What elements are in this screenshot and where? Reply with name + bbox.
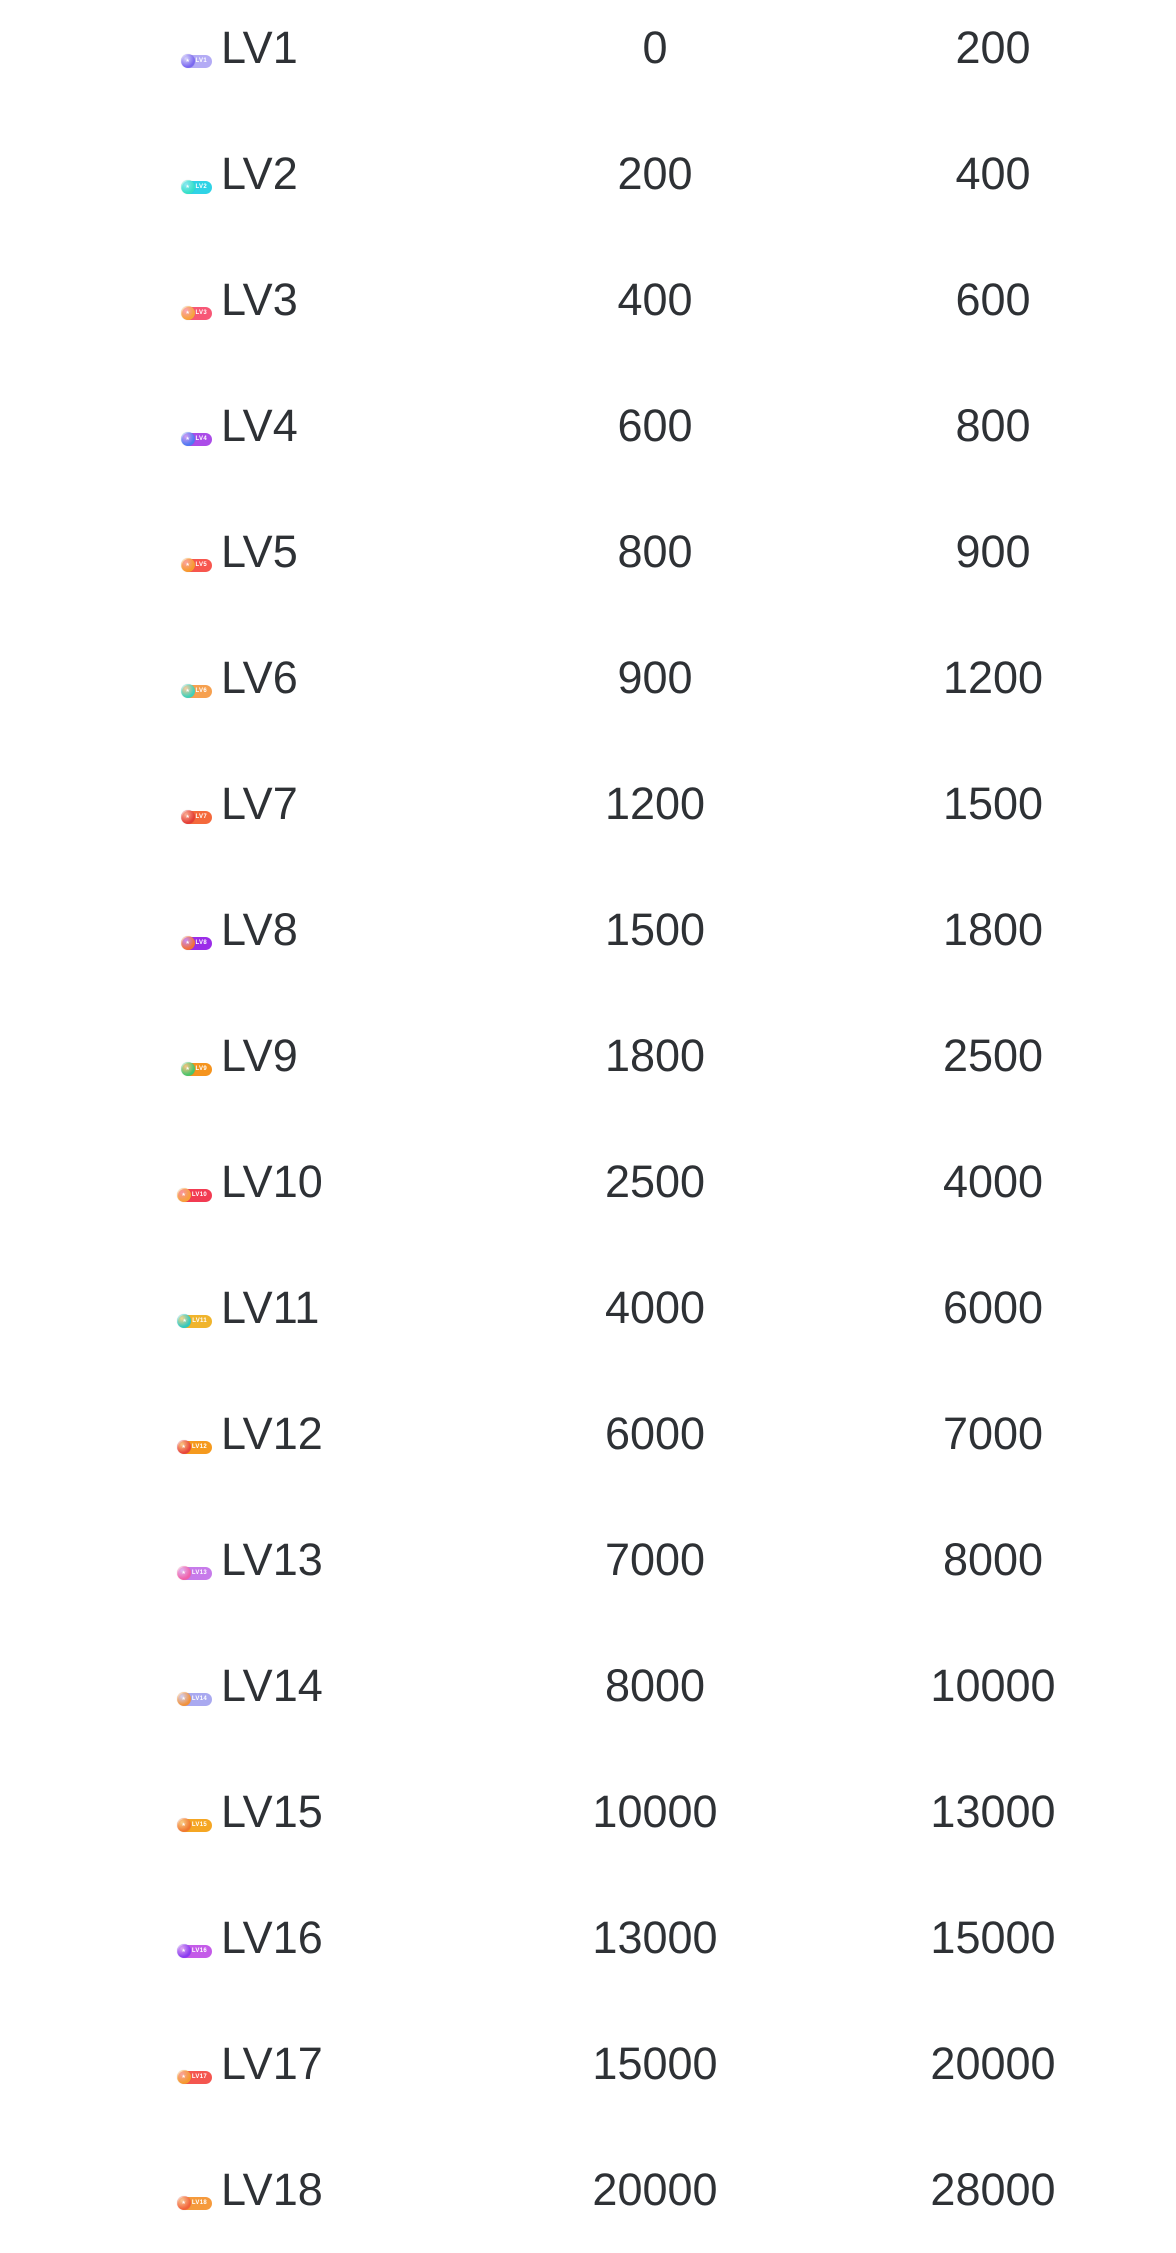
- level-label: LV16: [221, 1912, 323, 1964]
- min-value: 1200: [604, 778, 706, 829]
- table-row: [0, 111, 1176, 237]
- badge-slot: [148, 1945, 212, 1958]
- max-value: 1500: [942, 778, 1044, 829]
- level-cell: [0, 23, 470, 73]
- max-value: 28000: [930, 2164, 1056, 2215]
- badge-slot: [148, 559, 212, 572]
- max-value: 900: [955, 526, 1031, 577]
- level-label: LV2: [221, 148, 298, 200]
- level-cell: [0, 1535, 470, 1585]
- badge-star-icon: ★: [181, 1444, 187, 1450]
- badge-star-icon: ★: [185, 436, 190, 442]
- min-value: 0: [642, 22, 668, 73]
- badge-level-text: LV15: [191, 1822, 207, 1828]
- level-label: LV10: [221, 1156, 323, 1208]
- badge-star-icon: ★: [181, 2074, 187, 2080]
- max-value: 10000: [930, 1660, 1056, 1711]
- max-value: 200: [955, 22, 1031, 73]
- level-label: LV6: [221, 652, 298, 704]
- badge-level-text: LV3: [195, 310, 207, 316]
- level-cell: [0, 779, 470, 829]
- badge-level-text: LV11: [192, 1318, 207, 1324]
- badge-medal-icon: [181, 558, 195, 572]
- level-cell: [0, 653, 470, 703]
- badge-slot: [148, 2197, 212, 2210]
- level-cell: [0, 1913, 470, 1963]
- table-row: [0, 615, 1176, 741]
- max-value: 20000: [930, 2038, 1056, 2089]
- level-badge-icon: [178, 1567, 212, 1580]
- level-cell: [0, 527, 470, 577]
- badge-medal-icon: [181, 684, 195, 698]
- level-badge-icon: [182, 307, 212, 320]
- level-cell: [0, 905, 470, 955]
- min-value: 600: [617, 400, 693, 451]
- level-label: LV9: [221, 1030, 298, 1082]
- badge-star-icon: ★: [185, 1066, 190, 1072]
- level-badge-icon: [182, 685, 212, 698]
- badge-medal-icon: [177, 1188, 191, 1202]
- badge-slot: [148, 937, 212, 950]
- badge-slot: [148, 181, 212, 194]
- max-value: 400: [955, 148, 1031, 199]
- level-label: LV17: [221, 2038, 323, 2090]
- level-label: LV1: [221, 22, 298, 74]
- badge-medal-icon: [181, 810, 195, 824]
- table-row: [0, 1623, 1176, 1749]
- badge-slot: [148, 1315, 212, 1328]
- badge-medal-icon: [177, 1692, 191, 1706]
- badge-star-icon: ★: [185, 562, 190, 568]
- badge-star-icon: ★: [185, 58, 190, 64]
- badge-star-icon: ★: [181, 1696, 187, 1702]
- badge-medal-icon: [181, 54, 195, 68]
- min-value: 20000: [592, 2164, 718, 2215]
- table-row: [0, 1749, 1176, 1875]
- level-badge-icon: [178, 1441, 212, 1454]
- min-value: 200: [617, 148, 693, 199]
- badge-level-text: LV13: [191, 1570, 207, 1576]
- level-badge-icon: [178, 1315, 212, 1328]
- badge-level-text: LV8: [195, 940, 207, 946]
- min-value: 4000: [604, 1282, 706, 1333]
- badge-medal-icon: [177, 1818, 191, 1832]
- table-row: [0, 1371, 1176, 1497]
- max-value: 800: [955, 400, 1031, 451]
- level-label: LV4: [221, 400, 298, 452]
- level-badge-icon: [178, 2071, 212, 2084]
- badge-slot: [148, 2071, 212, 2084]
- table-row: [0, 2001, 1176, 2127]
- level-badge-icon: [182, 433, 212, 446]
- level-cell: [0, 275, 470, 325]
- badge-slot: [148, 1693, 212, 1706]
- table-row: [0, 1119, 1176, 1245]
- min-value: 6000: [604, 1408, 706, 1459]
- level-badge-icon: [182, 55, 212, 68]
- badge-level-text: LV16: [191, 1948, 207, 1954]
- max-value: 1200: [942, 652, 1044, 703]
- level-label: LV8: [221, 904, 298, 956]
- badge-slot: [148, 811, 212, 824]
- min-value: 8000: [604, 1660, 706, 1711]
- table-row: [0, 993, 1176, 1119]
- min-value: 7000: [604, 1534, 706, 1585]
- badge-medal-icon: [181, 1062, 195, 1076]
- max-value: 1800: [942, 904, 1044, 955]
- level-cell: [0, 2039, 470, 2089]
- table-row: [0, 741, 1176, 867]
- min-value: 2500: [604, 1156, 706, 1207]
- badge-medal-icon: [177, 2070, 191, 2084]
- min-value: 15000: [592, 2038, 718, 2089]
- min-value: 800: [617, 526, 693, 577]
- level-label: LV3: [221, 274, 298, 326]
- level-badge-icon: [182, 1063, 212, 1076]
- level-cell: [0, 1157, 470, 1207]
- badge-medal-icon: [181, 936, 195, 950]
- level-badge-icon: [178, 1945, 212, 1958]
- table-row: [0, 1245, 1176, 1371]
- min-value: 900: [617, 652, 693, 703]
- badge-level-text: LV17: [191, 2074, 207, 2080]
- badge-slot: [148, 433, 212, 446]
- max-value: 7000: [942, 1408, 1044, 1459]
- badge-medal-icon: [177, 1944, 191, 1958]
- level-badge-icon: [178, 1693, 212, 1706]
- level-label: LV5: [221, 526, 298, 578]
- max-value: 13000: [930, 1786, 1056, 1837]
- level-label: LV15: [221, 1786, 323, 1838]
- level-cell: [0, 149, 470, 199]
- badge-level-text: LV1: [195, 58, 207, 64]
- level-label: LV7: [221, 778, 298, 830]
- badge-slot: [148, 307, 212, 320]
- min-value: 13000: [592, 1912, 718, 1963]
- level-cell: [0, 2165, 470, 2215]
- max-value: 8000: [942, 1534, 1044, 1585]
- table-row: [0, 1497, 1176, 1623]
- max-value: 2500: [942, 1030, 1044, 1081]
- badge-slot: [148, 1441, 212, 1454]
- badge-slot: [148, 55, 212, 68]
- badge-medal-icon: [177, 1314, 191, 1328]
- level-label: LV13: [221, 1534, 323, 1586]
- level-label: LV11: [221, 1282, 320, 1334]
- badge-level-text: LV6: [195, 688, 207, 694]
- badge-star-icon: ★: [185, 310, 190, 316]
- badge-medal-icon: [177, 2196, 191, 2210]
- min-value: 400: [617, 274, 693, 325]
- level-badge-icon: [182, 811, 212, 824]
- badge-medal-icon: [177, 1440, 191, 1454]
- badge-level-text: LV18: [191, 2200, 207, 2206]
- badge-level-text: LV12: [191, 1444, 207, 1450]
- min-value: 1500: [604, 904, 706, 955]
- table-row: [0, 867, 1176, 993]
- badge-star-icon: ★: [185, 940, 190, 946]
- level-label: LV14: [221, 1660, 323, 1712]
- badge-slot: [148, 685, 212, 698]
- min-value: 10000: [592, 1786, 718, 1837]
- badge-level-text: LV2: [195, 184, 207, 190]
- badge-star-icon: ★: [181, 1822, 187, 1828]
- badge-medal-icon: [181, 432, 195, 446]
- max-value: 6000: [942, 1282, 1044, 1333]
- level-cell: [0, 1787, 470, 1837]
- badge-star-icon: ★: [182, 1318, 187, 1324]
- badge-star-icon: ★: [185, 814, 190, 820]
- max-value: 4000: [942, 1156, 1044, 1207]
- table-row: [0, 237, 1176, 363]
- level-cell: [0, 1409, 470, 1459]
- level-cell: [0, 1031, 470, 1081]
- badge-medal-icon: [177, 1566, 191, 1580]
- min-value: 1800: [604, 1030, 706, 1081]
- level-badge-icon: [182, 559, 212, 572]
- badge-medal-icon: [181, 180, 195, 194]
- max-value: 15000: [930, 1912, 1056, 1963]
- table-row: [0, 1875, 1176, 2001]
- badge-slot: [148, 1189, 212, 1202]
- badge-medal-icon: [181, 306, 195, 320]
- badge-level-text: LV9: [195, 1066, 207, 1072]
- badge-level-text: LV7: [195, 814, 207, 820]
- table-row: [0, 489, 1176, 615]
- level-badge-icon: [178, 2197, 212, 2210]
- badge-star-icon: ★: [181, 1192, 187, 1198]
- max-value: 600: [955, 274, 1031, 325]
- badge-level-text: LV10: [191, 1192, 207, 1198]
- badge-slot: [148, 1567, 212, 1580]
- level-badge-icon: [178, 1189, 212, 1202]
- level-label: LV12: [221, 1408, 323, 1460]
- level-cell: [0, 401, 470, 451]
- table-row: [0, 363, 1176, 489]
- level-badge-icon: [182, 937, 212, 950]
- badge-star-icon: ★: [185, 688, 190, 694]
- table-row: [0, 0, 1176, 111]
- level-badge-icon: [178, 1819, 212, 1832]
- badge-star-icon: ★: [181, 2200, 187, 2206]
- level-cell: [0, 1661, 470, 1711]
- level-badge-icon: [182, 181, 212, 194]
- badge-level-text: LV4: [195, 436, 207, 442]
- badge-slot: [148, 1063, 212, 1076]
- badge-slot: [148, 1819, 212, 1832]
- badge-star-icon: ★: [181, 1570, 187, 1576]
- level-cell: [0, 1283, 470, 1333]
- badge-level-text: LV5: [195, 562, 207, 568]
- table-row: [0, 2127, 1176, 2253]
- badge-level-text: LV14: [191, 1696, 207, 1702]
- badge-star-icon: ★: [185, 184, 190, 190]
- level-label: LV18: [221, 2164, 323, 2216]
- badge-star-icon: ★: [181, 1948, 187, 1954]
